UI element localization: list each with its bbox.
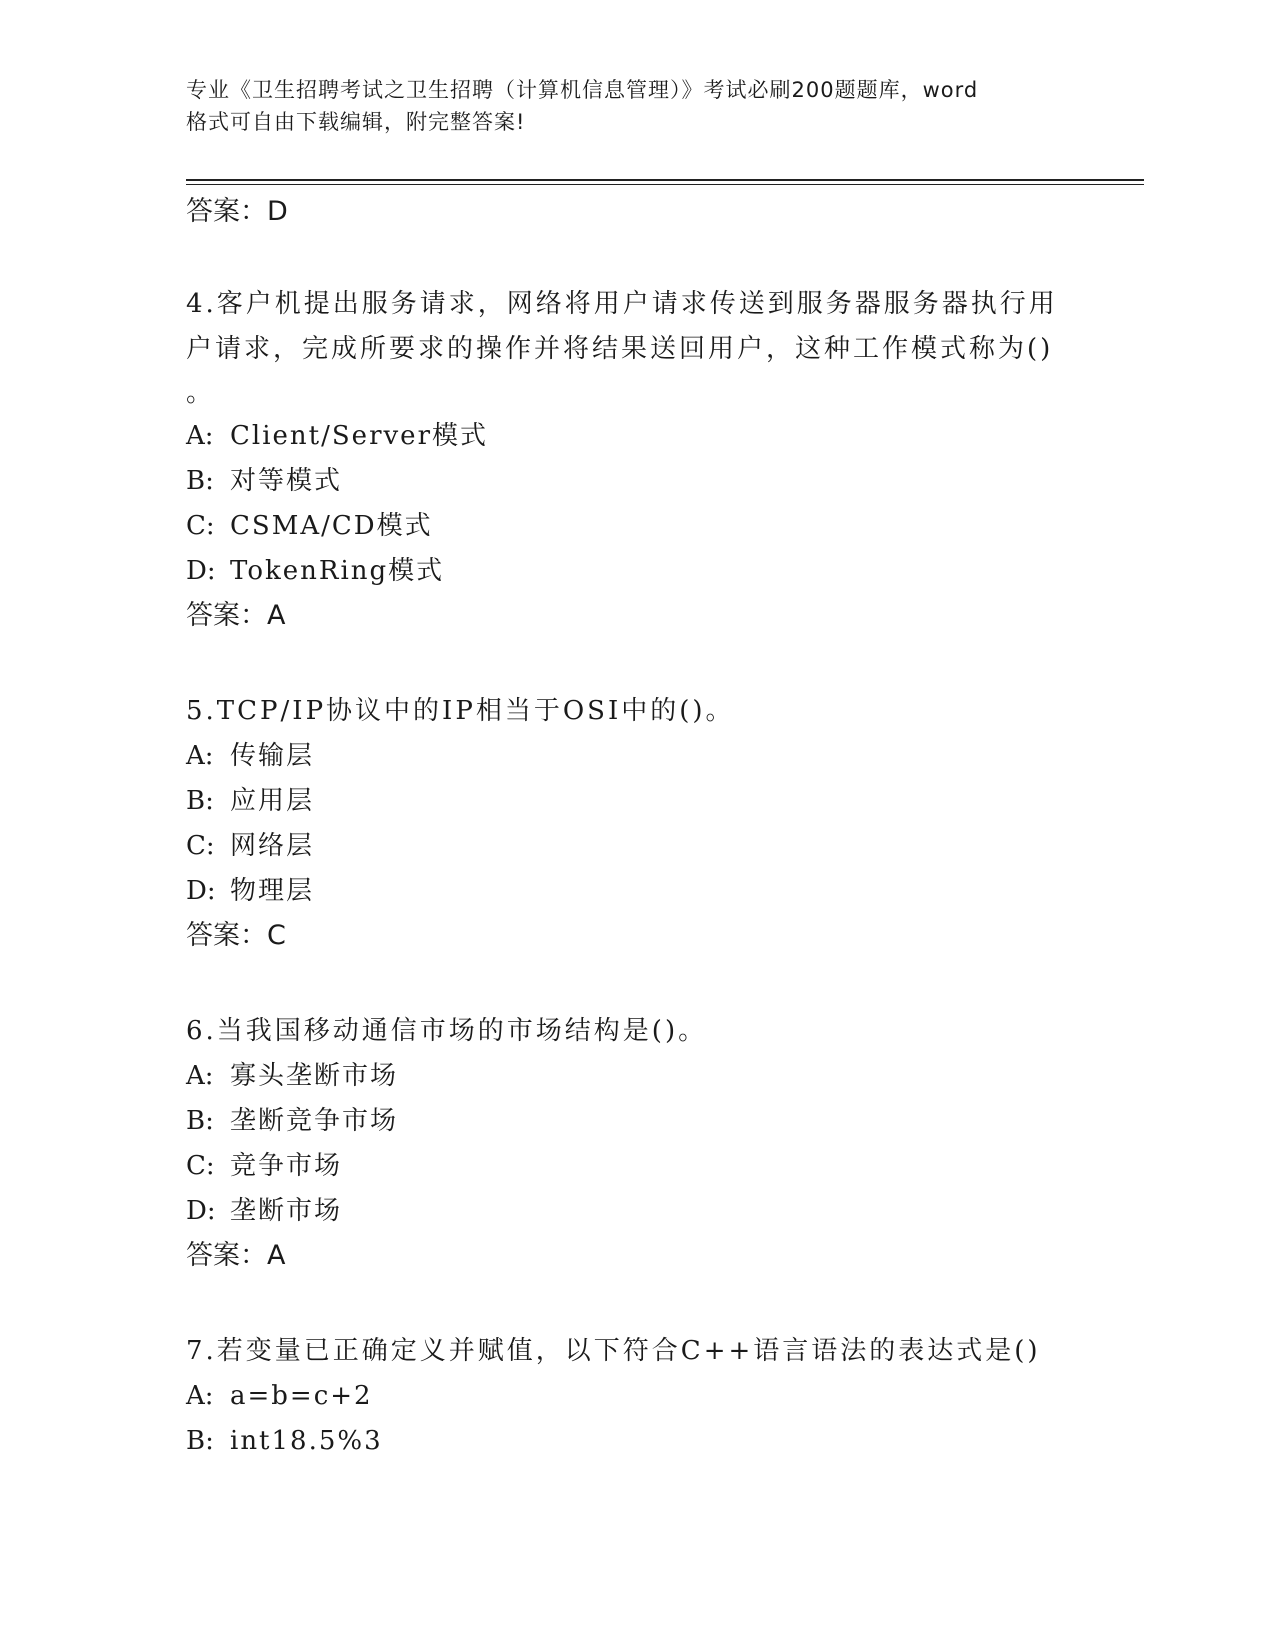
option-b xyxy=(186,459,1106,504)
question-7 xyxy=(186,1329,1106,1464)
option-text: 垄断市场 xyxy=(230,1196,343,1226)
option-d xyxy=(186,549,1106,594)
option-text: 网络层 xyxy=(230,831,315,861)
option-c xyxy=(186,824,1106,869)
question-list xyxy=(186,190,1106,1464)
option-text: 竞争市场 xyxy=(230,1151,343,1181)
question-5 xyxy=(186,689,1106,963)
spacer xyxy=(186,236,1106,282)
option-c xyxy=(186,504,1106,549)
question-stem: 户请求，完成所要求的操作并将结果送回用户，这种工作模式称为() xyxy=(186,334,1054,364)
header-line-2: 格式可自由下载编辑，附完整答案! xyxy=(186,110,526,134)
option-text: 应用层 xyxy=(230,786,315,816)
option-letter: B: xyxy=(186,1426,214,1456)
option-letter: A: xyxy=(186,741,214,771)
option-text: TokenRing模式 xyxy=(230,556,445,586)
option-letter: B: xyxy=(186,786,214,816)
option-letter: B: xyxy=(186,1106,214,1136)
option-b xyxy=(186,1099,1106,1144)
option-text: 垄断竞争市场 xyxy=(230,1106,399,1136)
option-text: 物理层 xyxy=(230,876,315,906)
option-text: int18.5%3 xyxy=(230,1426,383,1456)
option-c xyxy=(186,1144,1106,1189)
option-a xyxy=(186,1374,1106,1419)
option-letter: D: xyxy=(186,876,216,906)
answer-line: 答案：A xyxy=(186,1240,286,1271)
option-text: a=b=c+2 xyxy=(230,1381,373,1411)
option-a xyxy=(186,734,1106,779)
option-b xyxy=(186,1419,1106,1464)
option-letter: C: xyxy=(186,511,215,541)
header-line-1: 专业《卫生招聘考试之卫生招聘（计算机信息管理）》考试必刷200题题库，word xyxy=(186,78,979,102)
option-letter: B: xyxy=(186,466,214,496)
question-stem: 6.当我国移动通信市场的市场结构是()。 xyxy=(186,1016,708,1046)
question-stem-tail: 。 xyxy=(186,378,213,408)
option-letter: C: xyxy=(186,1151,215,1181)
question-stem: 7.若变量已正确定义并赋值，以下符合C++语言语法的表达式是() xyxy=(186,1336,1041,1366)
question-stem: 4.客户机提出服务请求，网络将用户请求传送到服务器服务器执行用 xyxy=(186,289,1058,319)
option-letter: D: xyxy=(186,556,216,586)
option-letter: A: xyxy=(186,1381,214,1411)
answer-line: 答案：D xyxy=(186,196,288,227)
question-4 xyxy=(186,282,1106,643)
option-text: 传输层 xyxy=(230,741,315,771)
spacer xyxy=(186,963,1106,1009)
header-divider-thick xyxy=(186,179,1144,181)
option-text: Client/Server模式 xyxy=(230,421,488,451)
document-header xyxy=(186,74,1086,138)
answer-line: 答案：A xyxy=(186,600,286,631)
option-d xyxy=(186,869,1106,914)
question-6 xyxy=(186,1009,1106,1283)
option-text: 寡头垄断市场 xyxy=(230,1061,399,1091)
option-a xyxy=(186,1054,1106,1099)
option-b xyxy=(186,779,1106,824)
spacer xyxy=(186,1283,1106,1329)
header-divider-thin xyxy=(186,184,1144,185)
answer-line: 答案：C xyxy=(186,920,286,951)
option-text: CSMA/CD模式 xyxy=(230,511,433,541)
option-letter: A: xyxy=(186,421,214,451)
option-text: 对等模式 xyxy=(230,466,343,496)
option-d xyxy=(186,1189,1106,1234)
question-stem: 5.TCP/IP协议中的IP相当于OSI中的()。 xyxy=(186,696,735,726)
option-letter: C: xyxy=(186,831,215,861)
option-letter: A: xyxy=(186,1061,214,1091)
option-letter: D: xyxy=(186,1196,216,1226)
spacer xyxy=(186,643,1106,689)
option-a xyxy=(186,414,1106,459)
